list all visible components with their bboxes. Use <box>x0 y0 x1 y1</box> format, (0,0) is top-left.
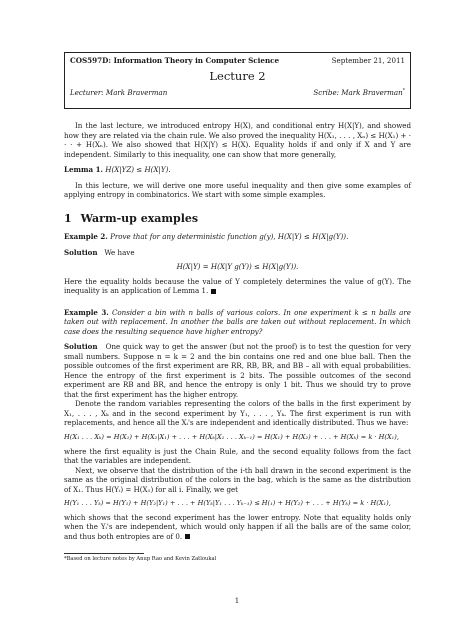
solution-intro: We have <box>104 247 135 257</box>
section-number: 1 <box>64 211 72 225</box>
lecture-header-box <box>64 52 411 109</box>
section-heading <box>64 212 411 227</box>
example-3-equation-1: H(X₁ . . . Xₖ) = H(X₁) + H(X₂|X₁) + . . . + H(Xₖ|X₁ . . . Xₖ₋₁) = H(X₁) + H(X₂) + . . . + H(Xₖ) = k · H(X₁), <box>64 432 399 441</box>
footnote: *Based on lecture notes by Anup Rao and Kevin Zatloukal <box>64 556 217 563</box>
lemma-text: H(X|YZ) ≤ H(X|Y). <box>105 165 171 174</box>
example-3-paragraph-4: Next, we observe that the distribution of the i-th ball drawn in the second experiment is the same as the original distribution of the colors in the bag, which is the same as the distribution of X₁. Thus H(Yᵢ) = H(X₁) for all i. Finally, we get <box>64 465 411 494</box>
page-number: 1 <box>234 597 240 605</box>
example-2-label: Example 2. <box>64 232 108 242</box>
example-3-paragraph-3: where the first equality is just the Chain Rule, and the second equality follows from the fact that the variables are independent. <box>64 446 411 466</box>
solution-text: One quick way to get the answer (but not the proof) is to test the question for very small numbers. Suppose n = k = 2 and the bin contains one red and one blue ball. Then the possible outcomes of the first experiment are RR, RB, BR, and BB – all with equal probabilities. Hence the entropy of the first experiment is 2 bits. The possible outcomes of the second experiment are RB and BR, and hence the entropy is only 1 bit. Thus we should try to prove that the first experiment has the higher entropy. <box>64 342 412 399</box>
example-3-solution <box>64 342 411 399</box>
qed-box <box>185 534 190 539</box>
qed-box <box>211 289 216 294</box>
lecture-number: Lecture 2 <box>209 68 266 83</box>
example-3-paragraph-2: Denote the random variables representing the colors of the balls in the first experiment by X₁, . . . , Xₖ and in the second experiment by Y₁, . . . , Yₖ. The first experiment is run with replacements, and hence all the Xᵢ's are independent and identically distributed. Thus we have: <box>64 399 411 428</box>
solution-label: Solution <box>64 247 98 257</box>
section-title: Warm-up examples <box>80 211 199 225</box>
example-2-equation: H(X|Y) = H(X|Y g(Y)) ≤ H(X|g(Y)). <box>176 262 299 272</box>
lemma-label: Lemma 1. <box>64 165 103 174</box>
lecture-date: September 21, 2011 <box>331 56 405 65</box>
intro-paragraph: In the last lecture, we introduced entropy H(X), and conditional entry H(X|Y), and showed how they are related via the chain rule. We also proved the inequality H(X₁, . . . , Xₙ) ≤ H(X₁) + · · · + H(Xₙ). We also showed that H(X|Y) ≤ H(X). Equality holds if and only if X and Y are independent. Similarly to this inequality, one can show that more generally, <box>64 121 411 159</box>
example-3-conclusion: which shows that the second experiment has the lower entropy. Note that equality holds only when the Yᵢ's are independent, which would only happen if all the balls are of the same color, and thus both entropies are of 0. <box>64 512 411 541</box>
example-3-statement: Consider a bin with n balls of various colors. In one experiment k ≤ n balls are taken out with replacement. In another the balls are taken out without replacement. In which case does the resulting sequence have higher entropy? <box>64 307 411 336</box>
example-3-label: Example 3. <box>64 307 109 317</box>
example-2 <box>64 232 411 242</box>
paper-page <box>64 52 411 563</box>
example-3-equation-2: H(Y₁ . . . Yₖ) = H(Y₁) + H(Y₂|Y₁) + . . . + H(Yₖ|Y₁ . . . Yₖ₋₁) ≤ H(₁) + H(Y₂) + . . . + H(Yₖ) = k · H(X₁), <box>64 499 391 508</box>
footnote-rule <box>64 553 144 554</box>
example-2-explanation: Here the equality holds because the value of Y completely determines the value of g(Y). The inequality is an application of Lemma 1. <box>64 276 411 296</box>
example-2-solution <box>64 248 411 258</box>
scribe-name: Scribe: Mark Braverman* <box>313 88 405 98</box>
footnote-marker: * <box>402 88 405 94</box>
solution-label: Solution <box>64 342 98 352</box>
lemma-1 <box>64 165 411 175</box>
lecture-overview-paragraph: In this lecture, we will derive one more useful inequality and then give some examples of applying entropy in combinatorics. We start with some simple examples. <box>64 180 411 199</box>
example-2-statement: Prove that for any deterministic function g(y), H(X|Y) ≤ H(X|g(Y)). <box>110 232 349 242</box>
example-3 <box>64 308 411 337</box>
course-title: COS597D: Information Theory in Computer Science <box>70 56 280 65</box>
lecturer-name: Lecturer: Mark Braverman <box>70 88 168 98</box>
